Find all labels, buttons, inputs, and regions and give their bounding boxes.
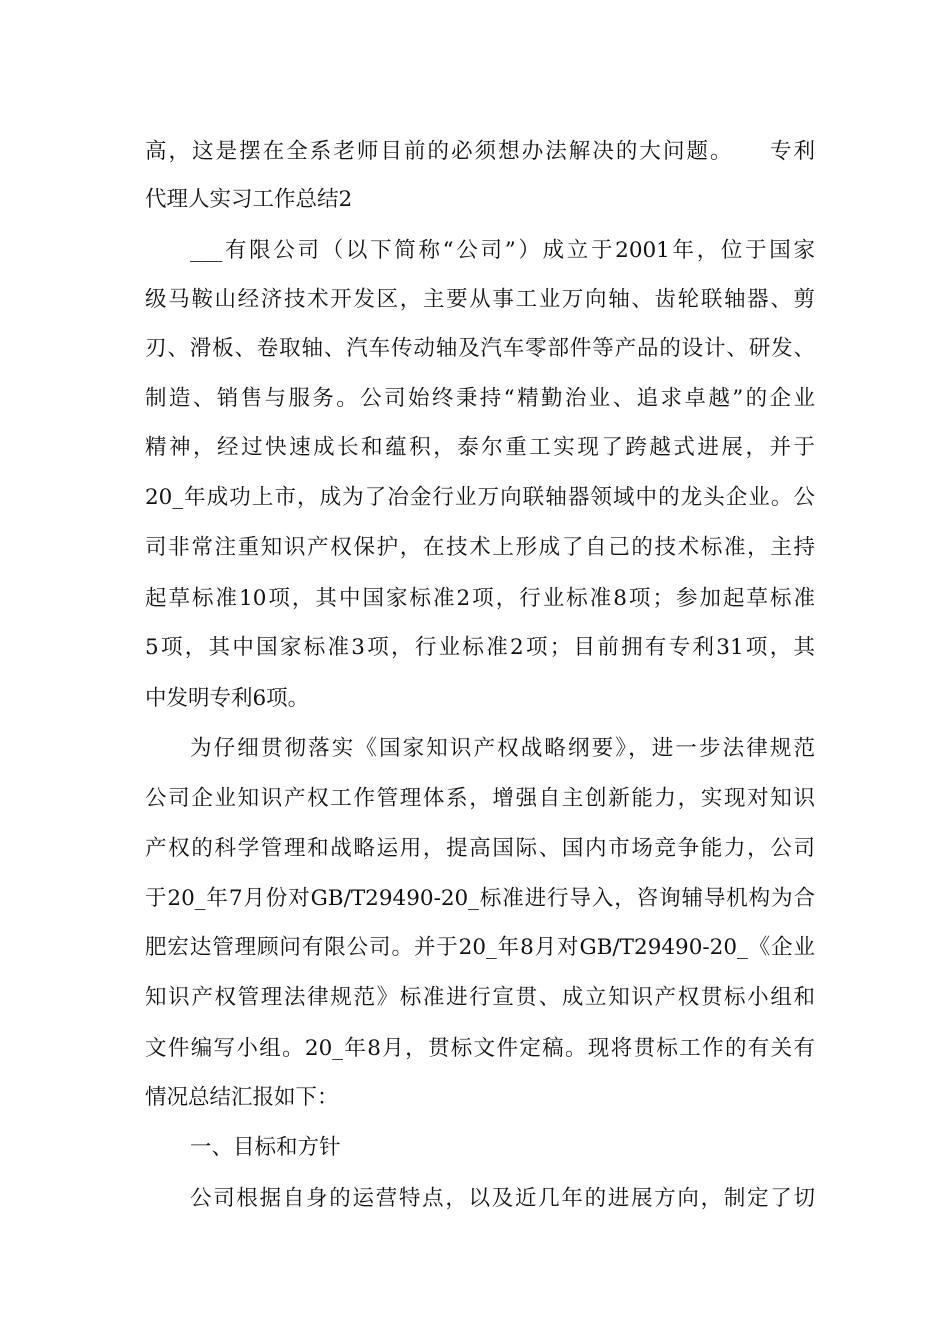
paragraph-line: 中发明专利6项。 <box>145 686 310 711</box>
paragraph-line: 于20_年7月份对GB/T29490-20_标准进行导入，咨询辅导机构为合 <box>145 886 815 911</box>
paragraph-line: 20_年成功上市，成为了冶金行业万向联轴器领域中的龙头企业。公 <box>145 485 815 510</box>
paragraph-line: 文件编写小组。20_年8月，贯标文件定稿。现将贯标工作的有关有 <box>145 1036 815 1061</box>
text-line: 高，这是摆在全系老师目前的必须想办法解决的大问题。 专利 <box>145 139 815 164</box>
paragraph-line: 公司企业知识产权工作管理体系，增强自主创新能力，实现对知识 <box>145 786 815 811</box>
paragraph-line: ___有限公司（以下简称“公司”）成立于2001年，位于国家 <box>190 238 815 263</box>
paragraph-line: 为仔细贯彻落实《国家知识产权战略纲要》，进一步法律规范 <box>190 736 815 761</box>
paragraph-line: 公司根据自身的运营特点，以及近几年的进展方向，制定了切 <box>190 1186 815 1211</box>
paragraph-line: 制造、销售与服务。公司始终秉持“精勤治业、追求卓越”的企业 <box>145 386 815 411</box>
paragraph-line: 情况总结汇报如下： <box>145 1085 339 1110</box>
paragraph-line: 5项，其中国家标准3项，行业标准2项；目前拥有专利31项，其 <box>145 635 815 660</box>
section-heading: 一、目标和方针 <box>190 1135 341 1160</box>
paragraph-line: 精神，经过快速成长和蕴积，泰尔重工实现了跨越式进展，并于 <box>145 435 815 460</box>
paragraph-line: 级马鞍山经济技术开发区，主要从事工业万向轴、齿轮联轴器、剪 <box>145 287 815 312</box>
paragraph-line: 司非常注重知识产权保护，在技术上形成了自己的技术标准，主持 <box>145 535 815 560</box>
paragraph-line: 起草标准10项，其中国家标准2项，行业标准8项；参加起草标准 <box>145 586 815 611</box>
paragraph-line: 产权的科学管理和战略运用，提高国际、国内市场竞争能力，公司 <box>145 836 815 861</box>
paragraph-line: 知识产权管理法律规范》标准进行宣贯、成立知识产权贯标小组和 <box>145 985 815 1010</box>
section-title: 代理人实习工作总结2 <box>145 187 353 212</box>
paragraph-line: 刃、滑板、卷取轴、汽车传动轴及汽车零部件等产品的设计、研发、 <box>145 336 815 361</box>
paragraph-line: 肥宏达管理顾问有限公司。并于20_年8月对GB/T29490-20_《企业 <box>145 935 815 960</box>
